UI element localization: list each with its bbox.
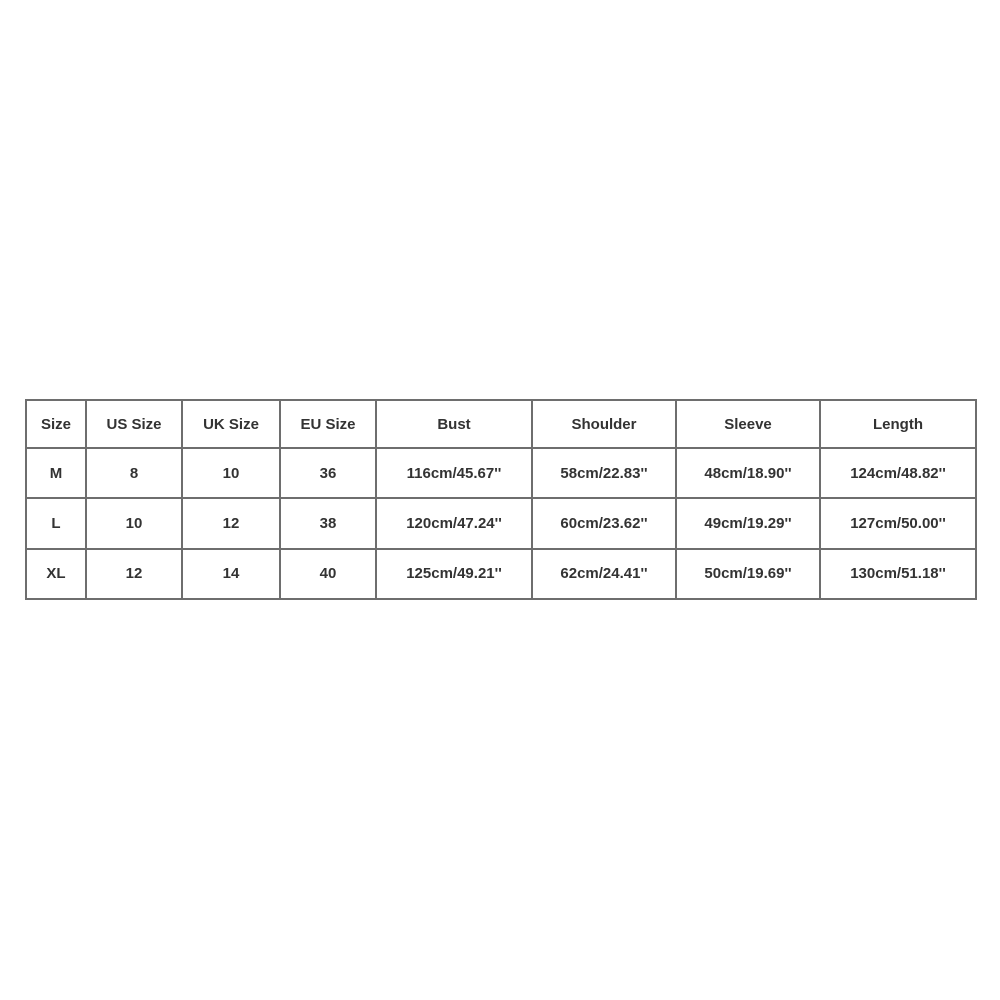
cell-size: XL <box>26 549 86 599</box>
size-chart-table <box>25 399 977 600</box>
header-bust: Bust <box>376 400 532 448</box>
cell-uk-size: 10 <box>182 448 280 498</box>
table-row <box>26 549 976 599</box>
cell-length: 124cm/48.82'' <box>820 448 976 498</box>
cell-shoulder: 58cm/22.83'' <box>532 448 676 498</box>
table-row <box>26 448 976 498</box>
header-us-size: US Size <box>86 400 182 448</box>
cell-length: 127cm/50.00'' <box>820 498 976 548</box>
table-row <box>26 498 976 548</box>
cell-sleeve: 49cm/19.29'' <box>676 498 820 548</box>
cell-us-size: 10 <box>86 498 182 548</box>
cell-shoulder: 62cm/24.41'' <box>532 549 676 599</box>
header-shoulder: Shoulder <box>532 400 676 448</box>
cell-uk-size: 14 <box>182 549 280 599</box>
cell-bust: 125cm/49.21'' <box>376 549 532 599</box>
cell-bust: 120cm/47.24'' <box>376 498 532 548</box>
cell-us-size: 12 <box>86 549 182 599</box>
header-sleeve: Sleeve <box>676 400 820 448</box>
header-uk-size: UK Size <box>182 400 280 448</box>
cell-eu-size: 36 <box>280 448 376 498</box>
cell-eu-size: 40 <box>280 549 376 599</box>
header-length: Length <box>820 400 976 448</box>
cell-size: M <box>26 448 86 498</box>
cell-shoulder: 60cm/23.62'' <box>532 498 676 548</box>
cell-uk-size: 12 <box>182 498 280 548</box>
cell-size: L <box>26 498 86 548</box>
cell-sleeve: 50cm/19.69'' <box>676 549 820 599</box>
cell-us-size: 8 <box>86 448 182 498</box>
cell-bust: 116cm/45.67'' <box>376 448 532 498</box>
cell-sleeve: 48cm/18.90'' <box>676 448 820 498</box>
header-size: Size <box>26 400 86 448</box>
header-eu-size: EU Size <box>280 400 376 448</box>
cell-length: 130cm/51.18'' <box>820 549 976 599</box>
cell-eu-size: 38 <box>280 498 376 548</box>
header-row <box>26 400 976 448</box>
